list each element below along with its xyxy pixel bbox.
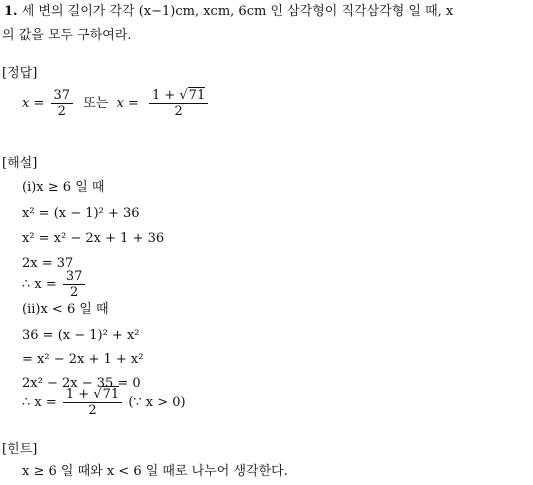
solution-step-5: 36 = (x − 1)² + x² bbox=[22, 328, 140, 343]
answer-fraction-2 bbox=[149, 88, 208, 119]
solution-step-8-numerator-prefix: 1 + √ bbox=[65, 387, 102, 402]
solution-step-8-radicand: 71 bbox=[102, 387, 120, 402]
answer-fraction-1 bbox=[51, 88, 74, 119]
answer-or: 또는 bbox=[83, 96, 109, 111]
answer-header: [정답] bbox=[2, 66, 38, 81]
solution-step-1: x² = (x − 1)² + 36 bbox=[22, 206, 140, 221]
solution-step-2: x² = x² − 2x + 1 + 36 bbox=[22, 231, 165, 246]
solution-step-4-fraction bbox=[63, 269, 86, 300]
solution-step-4 bbox=[22, 269, 87, 300]
solution-case-2: (ii)x < 6 일 때 bbox=[22, 302, 109, 317]
answer-fraction-1-numerator: 37 bbox=[51, 88, 74, 104]
solution-step-8-prefix: ∴ x = bbox=[22, 395, 57, 410]
problem-text-1: 세 변의 길이가 각각 (x−1)cm, xcm, 6cm 인 삼각형이 직각삼각형 일 때, x bbox=[21, 4, 454, 19]
answer-line bbox=[22, 88, 210, 119]
answer-fraction-2-numerator-prefix: 1 + √ bbox=[151, 88, 188, 103]
answer-lhs-2: x = bbox=[116, 96, 139, 111]
solution-step-4-denominator: 2 bbox=[70, 285, 79, 300]
solution-header: [해설] bbox=[2, 156, 38, 171]
hint-header: [힌트] bbox=[2, 442, 38, 457]
solution-step-8-denominator: 2 bbox=[88, 403, 97, 418]
solution-step-8 bbox=[22, 387, 186, 418]
solution-step-4-numerator: 37 bbox=[63, 269, 86, 285]
solution-step-8-suffix: (∵ x > 0) bbox=[128, 395, 186, 410]
problem-text-2: 의 값을 모두 구하여라. bbox=[2, 28, 132, 43]
solution-step-7: 2x² − 2x − 35 = 0 bbox=[22, 376, 141, 391]
answer-fraction-2-denominator: 2 bbox=[174, 104, 183, 119]
problem-number: 1. bbox=[4, 4, 18, 19]
answer-fraction-1-denominator: 2 bbox=[57, 104, 66, 119]
solution-case-1: (i)x ≥ 6 일 때 bbox=[22, 180, 105, 195]
solution-step-4-prefix: ∴ x = bbox=[22, 277, 57, 292]
solution-step-8-numerator bbox=[63, 387, 122, 403]
answer-fraction-2-radicand: 71 bbox=[188, 88, 206, 103]
hint-text: x ≥ 6 일 때와 x < 6 일 때로 나누어 생각한다. bbox=[22, 464, 288, 479]
answer-lhs-1: x = bbox=[22, 96, 45, 111]
problem-line-1 bbox=[4, 4, 453, 20]
problem-line-2 bbox=[2, 28, 132, 44]
answer-fraction-2-numerator bbox=[149, 88, 208, 104]
solution-step-3: 2x = 37 bbox=[22, 256, 74, 271]
solution-step-6: = x² − 2x + 1 + x² bbox=[22, 352, 144, 367]
solution-step-8-fraction bbox=[63, 387, 122, 418]
